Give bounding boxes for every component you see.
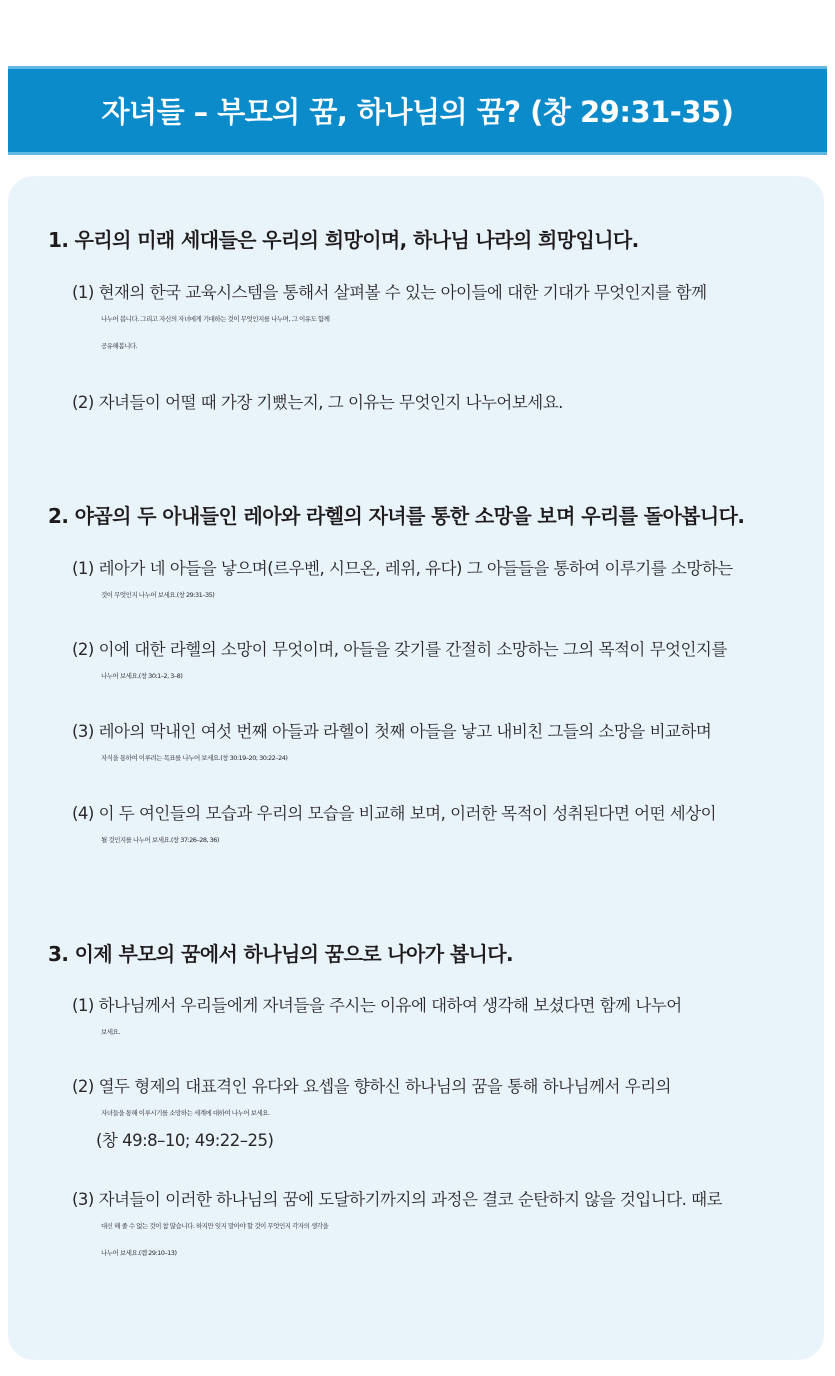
question-2-1 [72,555,784,609]
question-line: 나누어 보세요.(창 30:1–2, 3–8) [101,672,183,680]
question-line: (1) 레아가 네 아들을 낳으며(르우벤, 시므온, 레위, 유다) 그 아들들을 통하여 이루기를 소망하는 [72,559,733,578]
question-line: (4) 이 두 여인들의 모습과 우리의 모습을 비교해 보며, 이러한 목적이 성취된다면 어떤 세상이 [72,804,717,823]
title-banner [8,66,827,155]
question-line: (창 49:8–10; 49:22–25) [96,1131,274,1150]
section-heading-2: 2. 야곱의 두 아내들인 레아와 라헬의 자녀를 통한 소망을 보며 우리를 돌아봅니다. [48,504,745,528]
question-line: 나누어 봅니다. 그리고 자신의 자녀에게 기대하는 것이 무엇인지를 나누며, 그 이유도 함께 [101,315,330,323]
question-1-2 [72,389,784,416]
question-2-2 [72,636,784,690]
question-line: (2) 자녀들이 어떨 때 가장 기뻤는지, 그 이유는 무엇인지 나누어보세요. [72,393,563,412]
question-line: 자녀들을 통해 이루시기를 소망하는 세계에 대하여 나누어 보세요. [101,1109,270,1117]
question-line: (2) 열두 형제의 대표격인 유다와 요셉을 향하신 하나님의 꿈을 통해 하나님께서 우리의 [72,1077,671,1096]
question-3-2 [72,1073,784,1154]
page-title: 자녀들 – 부모의 꿈, 하나님의 꿈? (창 29:31-35) [101,95,734,129]
question-1-1 [72,279,784,360]
question-line: 것이 무엇인지 나누어 보세요.(창 29:31–35) [101,591,215,599]
question-line: (3) 레아의 막내인 여섯 번째 아들과 라헬이 첫째 아들을 낳고 내비친 그들의 소망을 비교하며 [72,722,712,741]
question-line: 대신 해 줄 수 없는 것이 참 많습니다. 하지만 잊지 말아야 할 것이 무엇인지 각자의 생각을 [101,1222,329,1230]
question-2-3 [72,718,784,772]
question-line: (3) 자녀들이 이러한 하나님의 꿈에 도달하기까지의 과정은 결코 순탄하지 않을 것입니다. 때로 [72,1190,723,1209]
question-line: 나누어 보세요.(렘 29:10–13) [101,1249,177,1257]
question-2-4 [72,800,784,854]
section-heading-3: 3. 이제 부모의 꿈에서 하나님의 꿈으로 나아가 봅니다. [48,942,513,966]
question-line: (2) 이에 대한 라헬의 소망이 무엇이며, 아들을 갖기를 간절히 소망하는 그의 목적이 무엇인지를 [72,640,727,659]
question-line: 자식을 통하여 이루려는 목표를 나누어 보세요.(창 30:19–20; 30:22–24) [101,754,288,762]
question-3-3 [72,1186,784,1267]
question-line: 보세요. [101,1028,120,1036]
title-banner-inner [8,75,827,146]
question-line: (1) 현재의 한국 교육시스템을 통해서 살펴볼 수 있는 아이들에 대한 기대가 무엇인지를 함께 [72,283,707,302]
question-line: 될 것인지를 나누어 보세요.(창 37:26–28, 36) [101,836,219,844]
question-line: (1) 하나님께서 우리들에게 자녀들을 주시는 이유에 대하여 생각해 보셨다면 함께 나누어 [72,996,682,1015]
question-line: 공유해봅니다. [101,342,138,350]
section-heading-1: 1. 우리의 미래 세대들은 우리의 희망이며, 하나님 나라의 희망입니다. [48,228,639,252]
question-3-1 [72,992,784,1046]
